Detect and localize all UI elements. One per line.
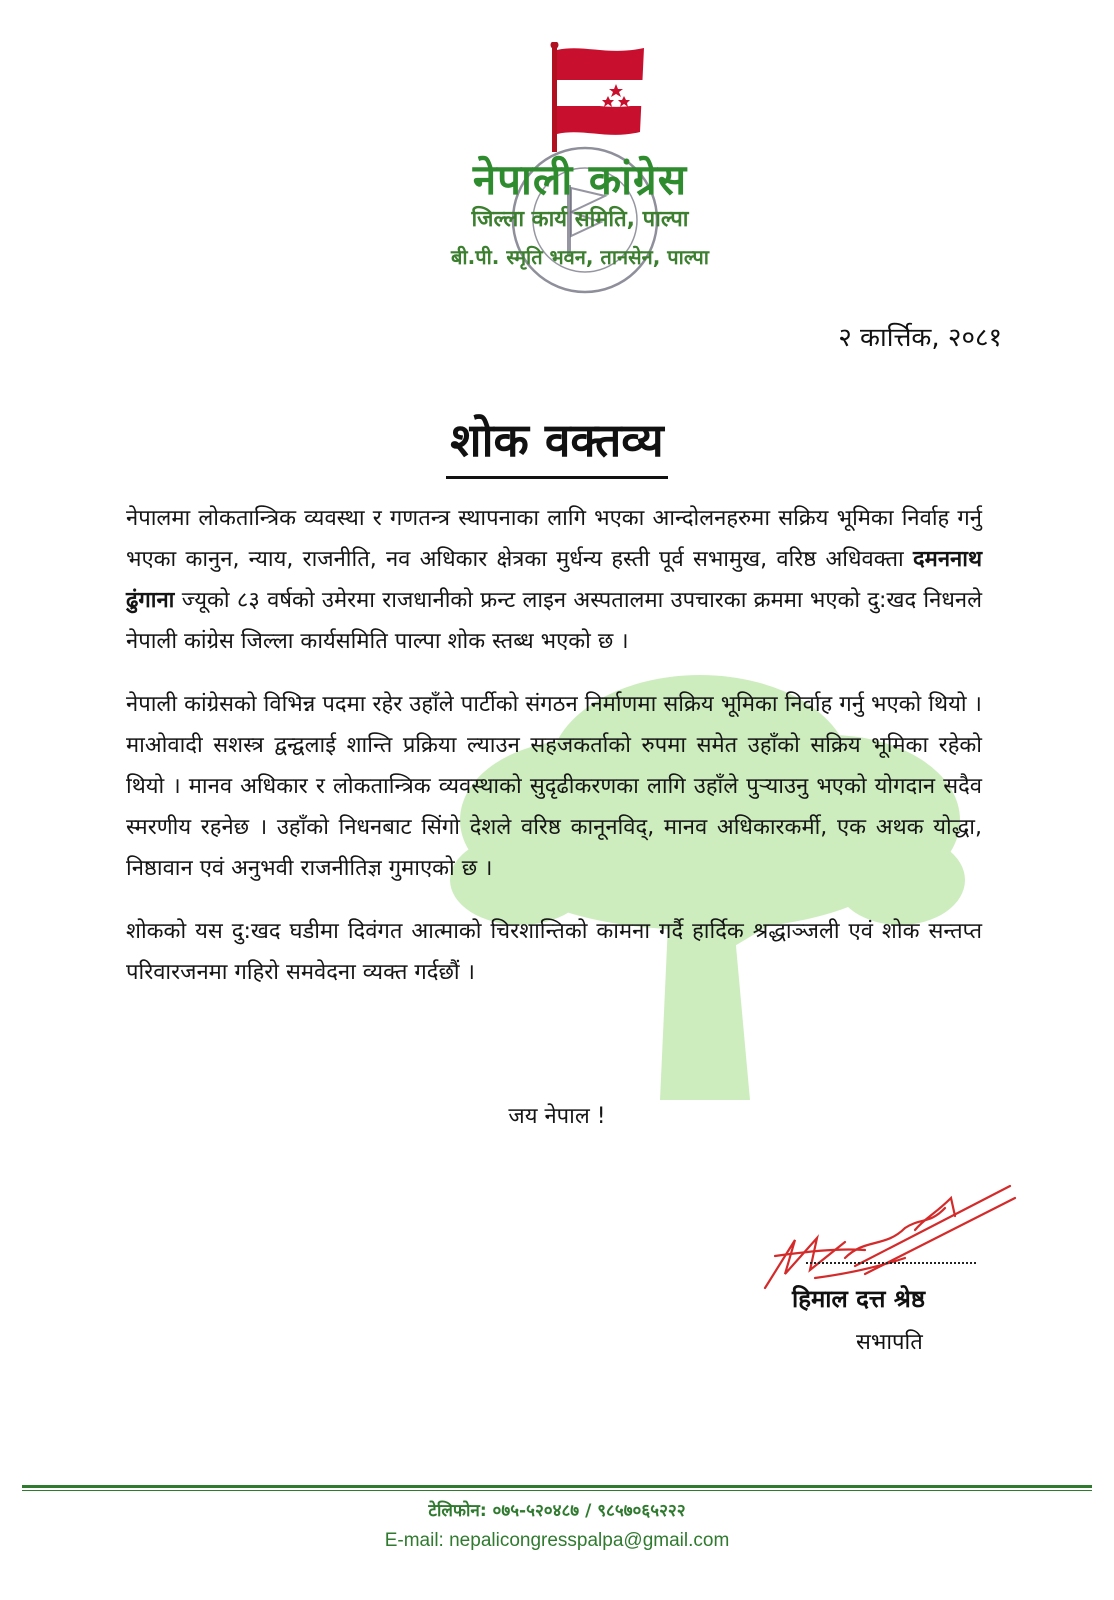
party-flag-icon	[548, 42, 648, 152]
party-address: बी.पी. स्मृति भवन, तानसेन, पाल्पा	[451, 245, 709, 269]
closing-salutation: जय नेपाल !	[508, 1104, 606, 1129]
footer-phone: टेलिफोन: ०७५-५२०४८७ / ९८५७०६५२२२	[428, 1501, 686, 1521]
signature-icon	[755, 1178, 1025, 1298]
paragraph-1	[126, 498, 982, 662]
footer-email: E-mail: nepalicongresspalpa@gmail.com	[384, 1530, 730, 1551]
footer-divider	[22, 1485, 1092, 1488]
signatory-name: हिमाल दत्त श्रेष्ठ	[792, 1285, 925, 1313]
party-name: नेपाली कांग्रेस	[472, 155, 688, 204]
signatory-position: सभापति	[856, 1330, 923, 1355]
footer-divider-thin	[22, 1490, 1092, 1491]
title-container	[0, 408, 1114, 479]
page-title: शोक वक्तव्य	[446, 408, 667, 479]
paragraph-1-rest: ज्यूको ८३ वर्षको उमेरमा राजधानीको फ्रन्ट लाइन अस्पतालमा उपचारका क्रममा भएको दु:खद निधनले नेपाली कांग्रेस जिल्ला कार्यसमिति पाल्पा शोक स्तब्ध भएको छ ।	[126, 588, 982, 654]
statement-body	[126, 498, 982, 1015]
signature-line	[806, 1262, 976, 1264]
paragraph-1-intro: नेपालमा लोकतान्त्रिक व्यवस्था र गणतन्त्र स्थापनाका लागि भएका आन्दोलनहरुमा सक्रिय भूमिका निर्वाह गर्नु भएका कानुन, न्याय, राजनीति, नव अधिकार क्षेत्रका मुर्धन्य हस्ती पूर्व सभामुख, वरिष्ठ अधिवक्ता	[126, 506, 982, 572]
paragraph-3: शोकको यस दु:खद घडीमा दिवंगत आत्माको चिरशान्तिको कामना गर्दै हार्दिक श्रद्धाञ्जली एवं शोक सन्तप्त परिवारजनमा गहिरो समवेदना व्यक्त गर्दछौं ।	[126, 919, 982, 985]
deceased-name: दमननाथ ढुंगाना	[126, 547, 982, 613]
paragraph-2: नेपाली कांग्रेसको विभिन्न पदमा रहेर उहाँले पार्टीको संगठन निर्माणमा सक्रिय भूमिका निर्वाह गर्नु भएको थियो । माओवादी सशस्त्र द्वन्द्वलाई शान्ति प्रक्रिया ल्याउन सहजकर्ताको रुपमा समेत उहाँको सक्रिय भूमिका रहेको थियो । मानव अधिकार र लोकतान्त्रिक व्यवस्थाको सुदृढीकरणका लागि उहाँले पुऱ्याउनु भएको योगदान सदैव स्मरणीय रहनेछ । उहाँको निधनबाट सिंगो देशले वरिष्ठ कानूनविद्, मानव अधिकारकर्मी, एक अथक योद्धा, निष्ठावान एवं अनुभवी राजनीतिज्ञ गुमाएको छ ।	[126, 692, 982, 881]
committee-name: जिल्ला कार्य समिति, पाल्पा	[471, 207, 689, 232]
statement-date: २ कार्त्तिक, २०८१	[838, 323, 1002, 353]
